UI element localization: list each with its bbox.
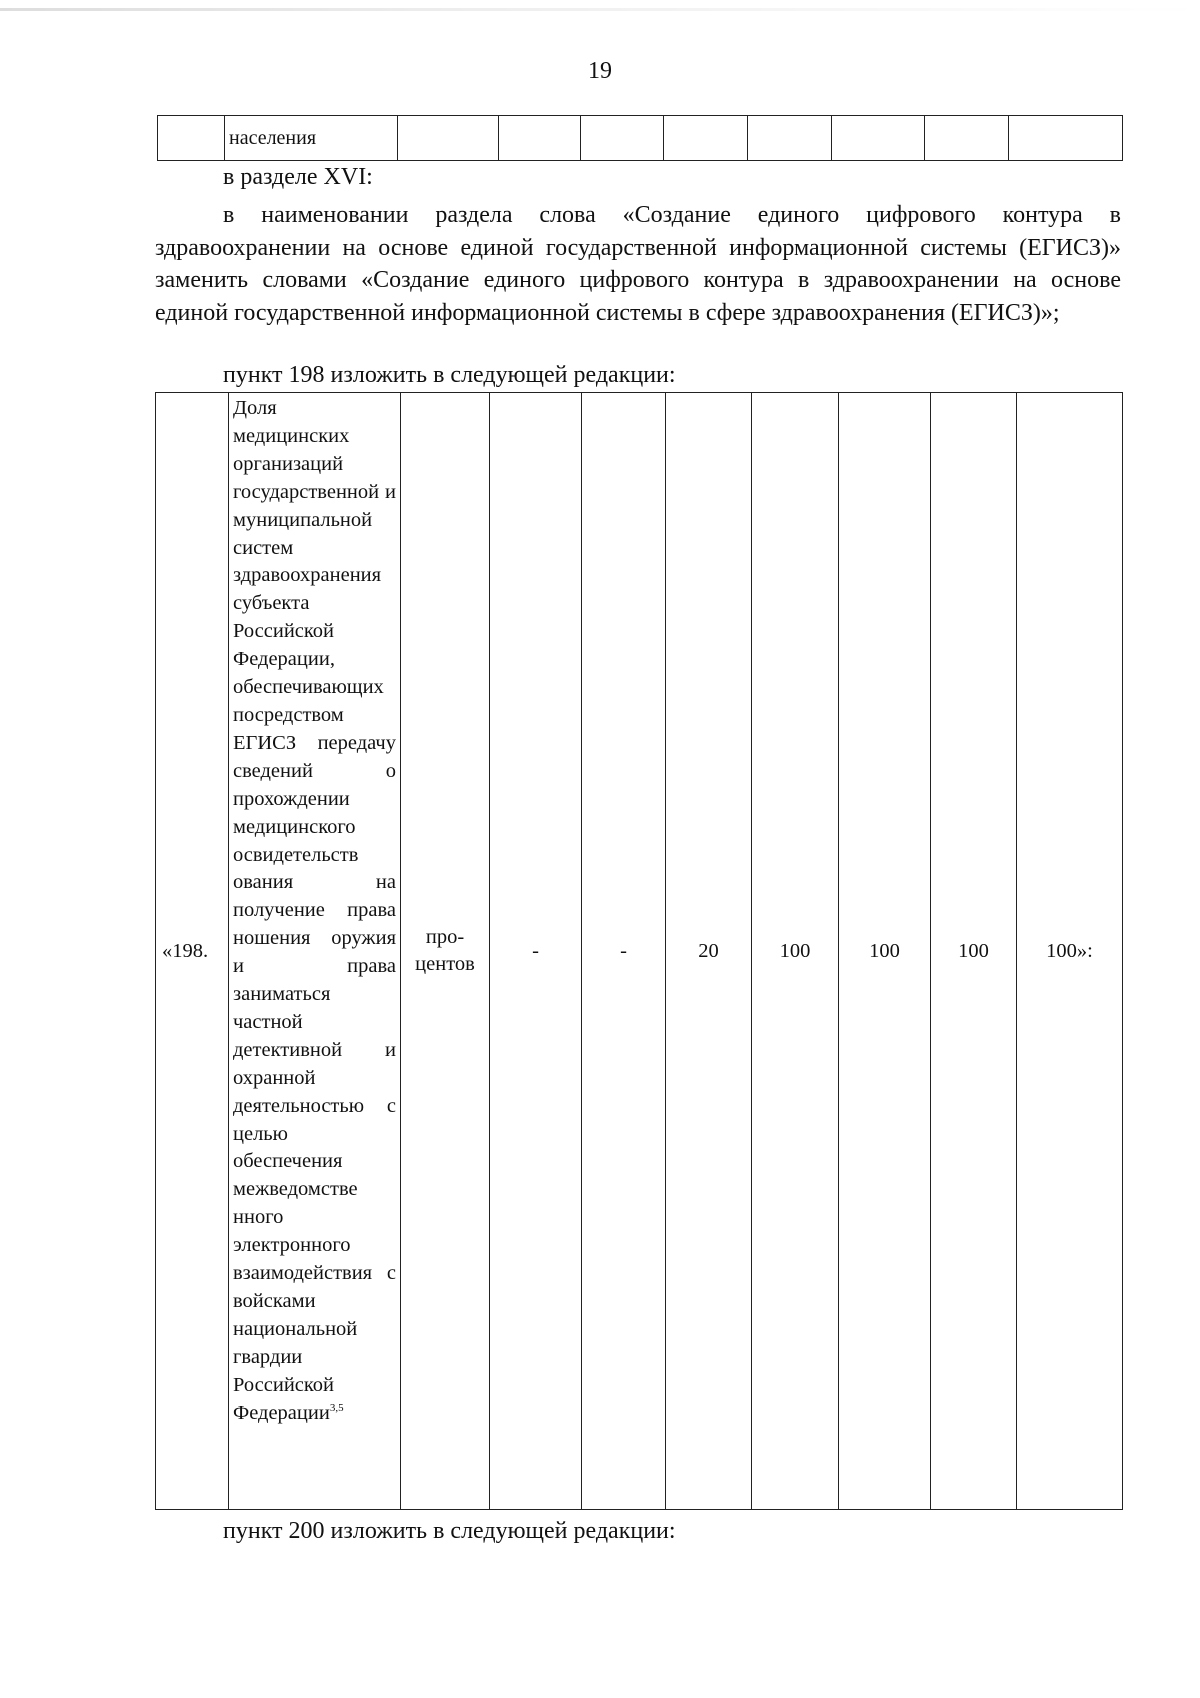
- value-cell: -: [490, 393, 582, 1510]
- table-cell: населения: [225, 116, 398, 161]
- table-row: [156, 393, 1123, 1510]
- table-cell: [748, 116, 832, 161]
- scan-artifact: [0, 8, 1200, 11]
- value-cell: 100»:: [1017, 393, 1123, 1510]
- naming-change-paragraph: в наименовании раздела слова «Создание единого цифрового контура в здравоохранении на основе единой государственной информационной системы (ЕГИСЗ)» заменить словами «Создание единого цифрового контура в здравоохранении на основе единой государственной информационной системы в сфере здравоохранения (ЕГИСЗ)»;: [155, 202, 1121, 326]
- unit-text: про- центов: [415, 926, 475, 975]
- table-row: [158, 116, 1123, 161]
- item-200-intro: пункт 200 изложить в следующей редакции:: [223, 1518, 676, 1544]
- value-cell: 100: [752, 393, 839, 1510]
- table-cell: [499, 116, 581, 161]
- table-cell: [581, 116, 664, 161]
- item-number: «198.: [156, 393, 229, 1510]
- value-cell: 100: [839, 393, 931, 1510]
- indicator-description-text: Доля медицинских организаций государственной и муниципальной систем здравоохранения субъекта Российской Федерации, обеспечивающих посредством ЕГИСЗ передачу сведений о прохождении медицинского освидетельств ования на получение права ношения оружия и права заниматься частной детективной и охранной деятельностью с целью обеспечения межведомстве нного электронного взаимодействия с войсками национальной гвардии Российской Федерации: [233, 397, 396, 1424]
- section-reference: в разделе XVI:: [223, 164, 373, 190]
- value-cell: 100: [931, 393, 1017, 1510]
- page-number: 19: [588, 58, 612, 84]
- value-cell: -: [582, 393, 666, 1510]
- unit-cell: [401, 393, 490, 1510]
- table-cell: [1009, 116, 1123, 161]
- table-cell: [664, 116, 748, 161]
- table-cell: [158, 116, 225, 161]
- value-cell: 20: [666, 393, 752, 1510]
- item-198-table: [155, 392, 1123, 1510]
- table-cell: [925, 116, 1009, 161]
- indicator-description: [229, 393, 401, 1510]
- table-cell: [398, 116, 499, 161]
- table-cell: [832, 116, 925, 161]
- item-198-intro: пункт 198 изложить в следующей редакции:: [223, 362, 676, 388]
- top-table-fragment: [157, 115, 1123, 161]
- footnote-reference: 3,5: [329, 1401, 344, 1414]
